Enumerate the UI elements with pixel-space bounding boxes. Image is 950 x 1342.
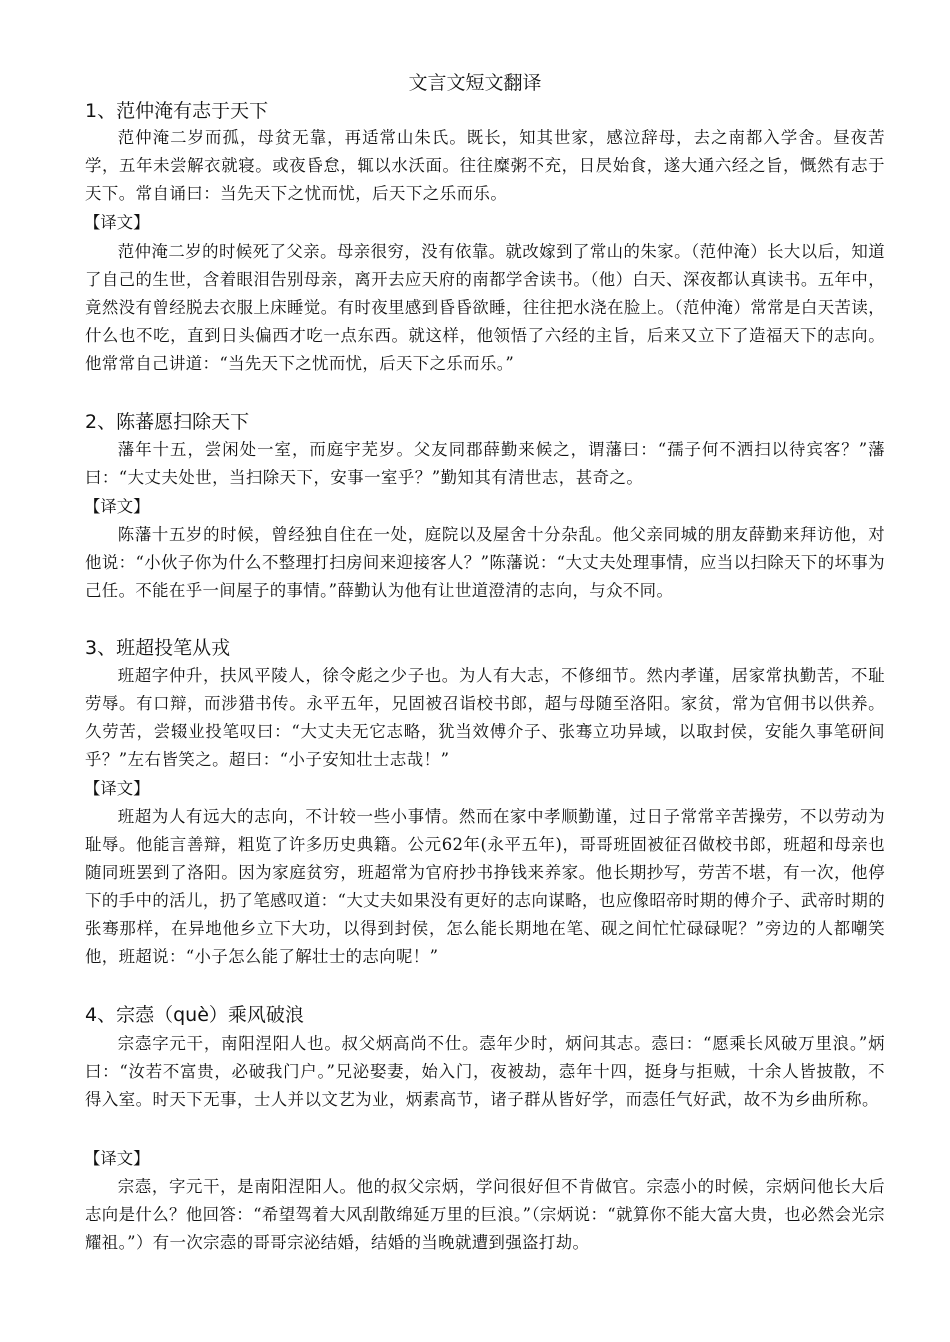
section-3-translation-text: 班超为人有远大的志向，不计较一些小事情。然而在家中孝顺勤谨，过日子常常辛苦操劳，不以劳动为耻辱。他能言善辩，粗览了许多历史典籍。公元62年(永平五年)，哥哥班固被征召做校书郎，班超和母亲也随同班罢到了洛阳。因为家庭贫穷，班超常为官府抄书挣钱来养家。他长期抄写，劳苦不堪，有一次，他停下的手中的活儿，扔了笔感叹道：“大丈夫如果没有更好的志向谋略，也应像昭帝时期的傅介子、武帝时期的张骞那样，在异地他乡立下大功，以得到封侯，怎么能长期地在笔、砚之间忙忙碌碌呢？”旁边的人都嘲笑他，班超说：“小子怎么能了解壮士的志向呢！” (85, 807, 885, 966)
section-2-translation-tag: 【译文】 (84, 497, 150, 516)
section-3-translation-tag: 【译文】 (84, 779, 150, 798)
section-1-translation-text: 范仲淹二岁的时候死了父亲。母亲很穷，没有依靠。就改嫁到了常山的朱家。（范仲淹）长大以后，知道了自己的生世，含着眼泪告别母亲，离开去应天府的南都学舍读书。（他）白天、深夜都认真读书。五年中，竟然没有曾经脱去衣服上床睡觉。有时夜里感到昏昏欲睡，往往把水浇在脸上。（范仲淹）常常是白天苦读，什么也不吃，直到日头偏西才吃一点东西。就这样，他领悟了六经的主旨，后来又立下了造福天下的志向。他常常自己讲道：“当先天下之忧而忧，后天下之乐而乐。” (85, 242, 885, 373)
section-heading-2: 2、陈蕃愿扫除天下 (85, 411, 250, 433)
section-4-translation-tag: 【译文】 (84, 1149, 150, 1168)
section-4-translation-text: 宗悫，字元干，是南阳涅阳人。他的叔父宗炳，学问很好但不肯做官。宗悫小的时候，宗炳问他长大后志向是什么？他回答：“希望驾着大风刮散绵延万里的巨浪。”（宗炳说：“就算你不能大富大贵，也必然会光宗耀祖。”）有一次宗悫的哥哥宗泌结婚，结婚的当晚就遭到强盗打劫。 (85, 1177, 885, 1252)
section-2-original-text: 藩年十五，尝闲处一室，而庭宇芜岁。父友同郡薛勤来候之，谓藩曰：“孺子何不洒扫以待宾客？”藩曰：“大丈夫处世，当扫除天下，安事一室乎？”勤知其有清世志，甚奇之。 (85, 440, 885, 487)
section-3-original-text: 班超字仲升，扶风平陵人，徐令彪之少子也。为人有大志，不修细节。然内孝谨，居家常执勤苦，不耻劳辱。有口辩，而涉猎书传。永平五年，兄固被召诣校书郎，超与母随至洛阳。家贫，常为官佣书以供养。久劳苦，尝辍业投笔叹曰：“大丈夫无它志略，犹当效傅介子、张骞立功异域，以取封侯，安能久事笔研间乎？”左右皆笑之。超曰：“小子安知壮士志哉！” (85, 666, 885, 769)
section-1-translation-tag: 【译文】 (84, 213, 150, 232)
document-title: 文言文短文翻译 (408, 72, 542, 94)
section-heading-1: 1、范仲淹有志于天下 (85, 100, 269, 122)
section-2-translation-text: 陈藩十五岁的时候，曾经独自住在一处，庭院以及屋舍十分杂乱。他父亲同城的朋友薛勤来拜访他，对他说：“小伙子你为什么不整理打扫房间来迎接客人？”陈藩说：“大丈夫处理事情，应当以扫除天下的坏事为己任。不能在乎一间屋子的事情。”薛勤认为他有让世道澄清的志向，与众不同。 (85, 525, 885, 600)
section-heading-4: 4、宗悫（què）乘风破浪 (85, 1004, 304, 1026)
section-1-original-text: 范仲淹二岁而孤，母贫无靠，再适常山朱氏。既长，知其世家，感泣辞母，去之南都入学舍。昼夜苦学，五年未尝解衣就寝。或夜昏怠，辄以水沃面。往往糜粥不充，日昃始食，遂大通六经之旨，慨然有志于天下。常自诵曰：当先天下之忧而忧，后天下之乐而乐。 (85, 128, 885, 203)
section-4-original-text: 宗悫字元干，南阳涅阳人也。叔父炳高尚不仕。悫年少时，炳问其志。悫曰：“愿乘长风破万里浪。”炳曰：“汝若不富贵，必破我门户。”兄泌娶妻，始入门，夜被劫，悫年十四，挺身与拒贼，十余人皆披散，不得入室。时天下无事，士人并以文艺为业，炳素高节，诸子群从皆好学，而悫任气好武，故不为乡曲所称。 (85, 1034, 885, 1109)
section-heading-3: 3、班超投笔从戎 (85, 637, 231, 659)
